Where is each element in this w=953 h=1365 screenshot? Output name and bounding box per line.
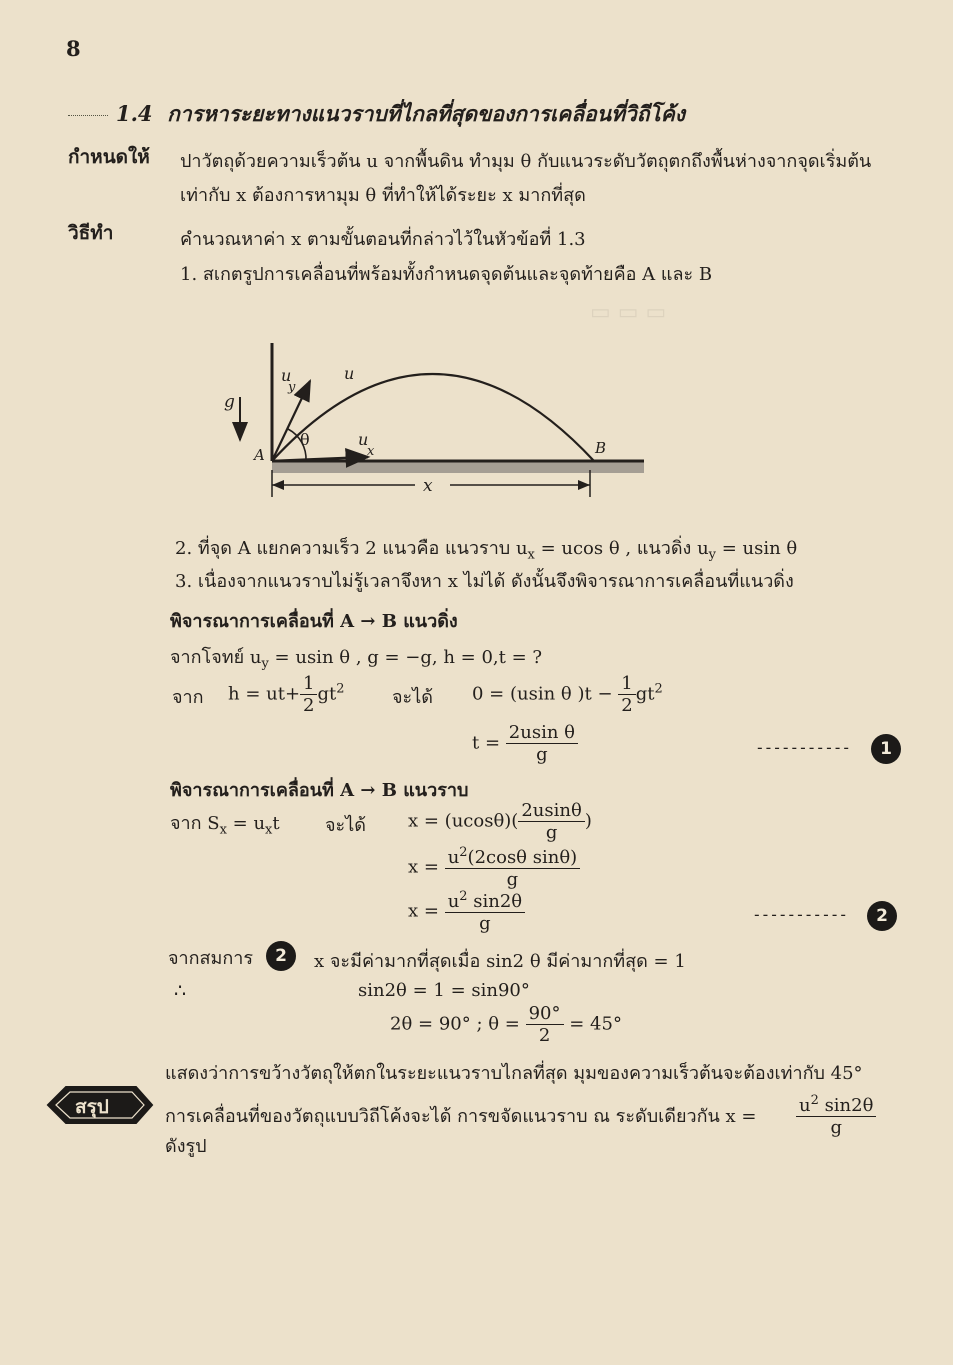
angle-result: = 45° [569,1013,622,1035]
angle-fraction [526,1003,564,1046]
page-number: 8 [66,36,81,61]
section-heading [68,98,685,131]
label-uy-sub: y [288,380,296,395]
half-num: 1 [300,673,317,695]
step2-text: 2. ที่จุด A แยกความเร็ว 2 แนวคือ แนวราบ u [175,538,528,559]
projectile-diagram [210,335,660,510]
therefore-symbol: ∴ [174,980,187,1002]
t-den: g [536,744,548,765]
eq1-leader: ----------- [755,738,850,757]
summary-formula [796,1093,876,1138]
x-equation-2 [408,845,580,890]
x2-lhs: x = [408,856,439,878]
half-fraction-2 [618,673,635,716]
eq-lhs: h = ut+ [228,683,301,705]
label-ux-sub: x [367,444,375,459]
eq2-leader: ----------- [752,905,847,924]
x3-lhs: x = [408,900,439,922]
x1-close: ) [584,810,592,832]
x1-den: g [545,822,558,843]
horizontal-from [170,808,280,838]
bleed-through: ▭ ▭ ▭ [590,300,667,325]
sin-equation: sin2θ = 1 = sin90° [358,980,530,1001]
summary-badge-label: สรุป [75,1096,109,1118]
x2-fraction [445,845,580,890]
vertical-given-sub: y [261,656,269,672]
given-line2: เท่ากับ x ต้องการหามุม θ ที่ทำให้ได้ระยะ x มากที่สุด [180,185,586,206]
max-condition: x จะมีค่ามากที่สุดเมื่อ sin2 θ มีค่ามากที่สุด = 1 [314,951,686,972]
step2-end: = usin θ [716,538,798,559]
x3-fraction [445,889,525,934]
method-intro: คำนวณหาค่า x ตามขั้นตอนที่กล่าวไว้ในหัวข้อที่ 1.3 [180,229,586,250]
label-g: g [224,392,235,412]
summary-num-sq: 2 [810,1093,819,1108]
summary-den: g [830,1117,842,1138]
vertical-given-b: = usin θ , g = −g, h = 0,t = ? [268,647,543,668]
eq2-lhs: 0 = (usin θ )t − [472,683,613,705]
x2-num-rest: (2cosθ sinθ) [467,847,578,868]
x1-num: 2usinθ [518,800,584,822]
gt-term: gt [317,683,337,705]
sx-label: จาก S [170,813,220,834]
time-equation [472,722,578,765]
label-theta: θ [300,430,310,449]
label-ux: u [358,430,369,449]
eq1-badge: 1 [871,734,901,764]
step2-sub-y: y [708,547,716,563]
section-number: 1.4 [116,101,153,126]
ux-sub: x [265,822,273,838]
from-equation-label: จากสมการ [168,948,254,969]
vertical-eq2 [472,673,663,716]
given-label: กำหนดให้ [68,146,150,168]
sx-sub: x [219,822,227,838]
summary-fraction [796,1093,876,1138]
x2-num-u: u [447,847,460,868]
summary-num-rest: sin2θ [818,1095,874,1116]
max-range-statement: แสดงว่าการขว้างวัตถุให้ตกในระยะแนวราบไกลที่สุด มุมของความเร็วต้นจะต้องเท่ากับ 45° [165,1063,863,1084]
ground-hatch [272,461,644,473]
half-num-2: 1 [618,673,635,695]
sx-end: t [272,813,280,834]
label-A: A [254,446,265,464]
x2-num [445,845,580,869]
step2-sub-x: x [527,547,535,563]
x-equation-3 [408,889,525,934]
gt-square-2: 2 [654,681,663,697]
step-2 [175,533,797,563]
x3-den: g [479,913,491,934]
horizontal-gives: จะได้ [325,815,366,836]
vertical-gives: จะได้ [392,687,433,708]
given-line1: ปาวัตถุด้วยความเร็วต้น u จากพื้นดิน ทำมุม θ กับแนวระดับวัตถุตกถึงพื้นห่างจากจุดเริ่มต้น [180,151,872,172]
x3-num-rest: sin2θ [467,891,523,912]
vertical-given [170,642,542,672]
vertical-from: จาก [172,687,204,708]
step-3: 3. เนื่องจากแนวราบไม่รู้เวลาจึงหา x ไม่ได้ ดังนั้นจึงพิจารณาการเคลื่อนที่แนวดิ่ง [175,571,794,592]
x-dim-arrow-left [272,480,284,490]
x-equation-1 [408,800,592,843]
x1-fraction [518,800,584,843]
vertical-heading: พิจารณาการเคลื่อนที่ A → B แนวดิ่ง [170,611,458,632]
half-den-2: 2 [621,695,633,716]
t-num: 2usin θ [506,722,578,744]
x3-num [445,889,525,913]
t-fraction [506,722,578,765]
x2-num-sq: 2 [459,845,468,860]
x1-lhs: x = (ucosθ)( [408,810,519,832]
angle-equation [390,1003,622,1046]
gt-term-2: gt [635,683,655,705]
angle-num: 90° [526,1003,564,1025]
label-x: x [423,476,433,496]
x-dim-arrow-right [578,480,590,490]
gt-square: 2 [336,681,345,697]
x3-num-sq: 2 [459,889,468,904]
heading-leader [68,115,108,116]
horizontal-heading: พิจารณาการเคลื่อนที่ A → B แนวราบ [170,780,469,801]
label-uy: u [281,366,292,385]
summary-num [796,1093,876,1117]
summary-num-u: u [799,1095,811,1116]
trajectory [272,374,594,461]
summary-line2: ดังรูป [165,1136,207,1157]
angle-lhs: 2θ = 90° ; θ = [390,1013,520,1035]
step2-mid: = ucos θ , แนวดิ่ง u [534,538,709,559]
section-title: การหาระยะทางแนวราบที่ไกลที่สุดของการเคลื่อนที่วิถีโค้ง [167,101,685,126]
half-fraction [300,673,317,716]
t-lhs: t = [472,732,501,754]
sx-mid: = u [226,813,266,834]
vertical-given-a: จากโจทย์ u [170,647,262,668]
angle-den: 2 [538,1025,551,1046]
x2-den: g [506,869,519,890]
kinematic-equation [228,673,345,716]
method-label: วิธีทำ [68,222,114,244]
label-u: u [344,364,355,383]
eq2-badge: 2 [867,901,897,931]
summary-line1: การเคลื่อนที่ของวัตถุแบบวิถีโค้งจะได้ การขจัดแนวราบ ณ ระดับเดียวกัน x = [165,1106,757,1127]
ref-badge-2: 2 [266,941,296,971]
step-1: 1. สเกตรูปการเคลื่อนที่พร้อมทั้งกำหนดจุดต้นและจุดท้ายคือ A และ B [180,264,713,285]
x3-num-u: u [447,891,460,912]
half-den: 2 [303,695,315,716]
label-B: B [595,439,607,457]
